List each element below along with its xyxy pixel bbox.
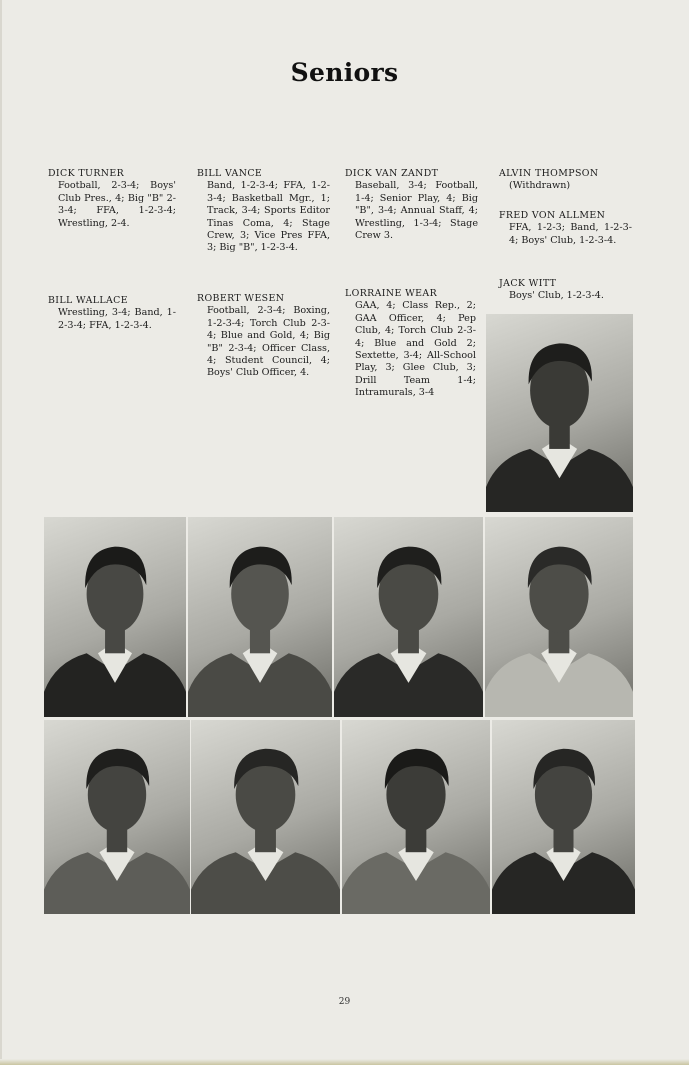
senior-entry [345, 168, 478, 242]
senior-activities: Boys' Club, 1-2-3-4. [509, 290, 604, 302]
portrait-silhouette [492, 720, 635, 914]
senior-entry [499, 278, 632, 303]
senior-name: BILL WALLACE [48, 295, 129, 306]
portrait-silhouette [191, 720, 340, 914]
portrait-photo [342, 720, 490, 914]
senior-name: DICK TURNER [48, 168, 125, 179]
senior-activities: FFA, 1-2-3; Band, 1-2-3-4; Boys' Club, 1-2-3-4. [509, 222, 632, 246]
senior-name: DICK VAN ZANDT [345, 168, 439, 179]
senior-name: ALVIN THOMPSON [499, 168, 599, 179]
senior-activities: Football, 2-3-4; Boxing, 1-2-3-4; Torch Club 2-3-4; Blue and Gold, 4; Big "B" 2-3-4; Officer Class, 4; Student Council, 4; Boys' Club Officer, 4. [207, 305, 330, 379]
senior-name: BILL VANCE [197, 168, 263, 179]
senior-entry [197, 168, 330, 255]
portrait-silhouette [44, 517, 186, 717]
portrait-photo [191, 720, 340, 914]
portrait-silhouette [485, 517, 633, 717]
senior-activities: Wrestling, 3-4; Band, 1-2-3-4; FFA, 1-2-3-4. [58, 307, 176, 331]
portrait-silhouette [334, 517, 483, 717]
senior-activities: (Withdrawn) [509, 180, 571, 192]
portrait-silhouette [44, 720, 190, 914]
portrait-silhouette [188, 517, 332, 717]
portrait-photo [486, 314, 633, 512]
portrait-photo [44, 720, 190, 914]
senior-entry [48, 168, 176, 230]
senior-activities: Baseball, 3-4; Football, 1-4; Senior Play, 4; Big "B", 3-4; Annual Staff, 4; Wrestling, 1-3-4; Stage Crew 3. [355, 180, 478, 242]
senior-activities: GAA, 4; Class Rep., 2; GAA Officer, 4; Pep Club, 4; Torch Club 2-3-4; Blue and Gold 2; Sextette, 3-4; All-School Play, 3; Glee Club, 3; Drill Team 1-4; Intramurals, 3-4 [355, 300, 476, 399]
portrait-photo [485, 517, 633, 717]
senior-name: LORRAINE WEAR [345, 288, 438, 299]
portrait-photo [334, 517, 483, 717]
page-number: 29 [338, 997, 351, 1007]
portrait-photo [492, 720, 635, 914]
senior-activities: Football, 2-3-4; Boys' Club Pres., 4; Big "B" 2-3-4; FFA, 1-2-3-4; Wrestling, 2-4. [58, 180, 176, 229]
senior-entry [499, 168, 632, 193]
senior-entry [48, 295, 176, 332]
senior-entry [345, 288, 476, 400]
senior-entry [499, 210, 632, 247]
page-title: Seniors [290, 58, 399, 87]
page-bottom-edge [0, 1059, 689, 1065]
senior-name: ROBERT WESEN [197, 293, 285, 304]
senior-name: FRED VON ALLMEN [499, 210, 606, 221]
senior-name: JACK WITT [499, 278, 557, 289]
portrait-silhouette [342, 720, 490, 914]
portrait-silhouette [486, 314, 633, 512]
portrait-photo [44, 517, 186, 717]
portrait-photo [188, 517, 332, 717]
senior-entry [197, 293, 330, 380]
senior-activities: Band, 1-2-3-4; FFA, 1-2-3-4; Basketball Mgr., 1; Track, 3-4; Sports Editor Tinas Coma, 4; Stage Crew, 3; Vice Pres FFA, 3; Big "B", 1-2-3-4. [207, 180, 330, 254]
